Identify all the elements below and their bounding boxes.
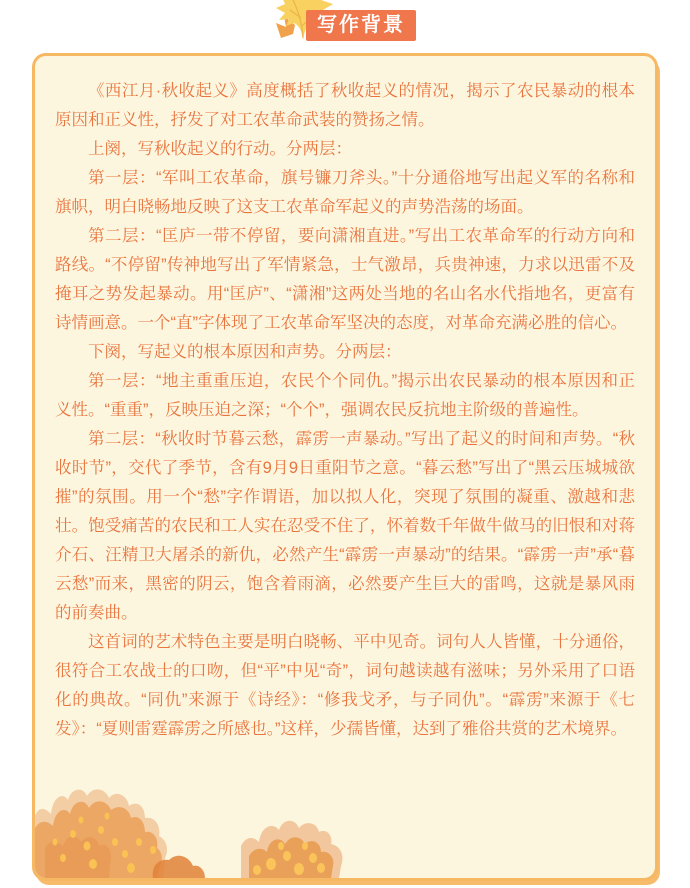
section-title: 写作背景 [317,14,405,36]
paragraph-upper-layer1: 第一层：“军叫工农革命，旗号镰刀斧头。”十分通俗地写出起义军的名称和旗帜，明白晓畅地反映了这支工农革命军起义的声势浩荡的场面。 [55,169,635,216]
article-body [35,56,655,744]
autumn-bushes-illustration [35,786,357,878]
paragraph-lower-layer1: 第一层：“地主重重压迫，农民个个同仇。”揭示出农民暴动的根本原因和正义性。“重重”，反映压迫之深；“个个”，强调农民反抗地主阶级的普遍性。 [55,372,635,419]
paragraph-intro: 《西江月·秋收起义》高度概括了秋收起义的情况，揭示了农民暴动的根本原因和正义性，抒发了对工农革命武装的赞扬之情。 [55,82,635,129]
paragraph-upper-layer2: 第二层：“匡庐一带不停留，要向潇湘直进。”写出工农革命军的行动方向和路线。“不停留”传神地写出了军情紧急，士气激昂，兵贵神速，力求以迅雷不及掩耳之势发起暴动。用“匡庐”、“潇湘”这两处当地的名山名水代指地名，更富有诗情画意。一个“直”字体现了工农革命军坚决的态度，对革命充满必胜的信心。 [55,227,635,332]
paragraph-upper-stanza: 上阕，写秋收起义的行动。分两层： [88,140,352,158]
content-box [32,53,658,881]
paragraph-art-features: 这首词的艺术特色主要是明白晓畅、平中见奇。词句人人皆懂，十分通俗，很符合工农战士的口吻，但“平”中见“奇”，词句越读越有滋味；另外采用了口语化的典故。“同仇”来源于《诗经》：“修我戈矛，与子同仇”。“霹雳”来源于《七发》：“夏则雷霆霹雳之所感也。”这样，少孺皆懂，达到了雅俗共赏的艺术境界。 [55,633,635,738]
section-title-badge [306,10,416,41]
paragraph-lower-stanza: 下阕，写起义的根本原因和声势。分两层： [88,343,402,361]
paragraph-lower-layer2: 第二层：“秋收时节暮云愁，霹雳一声暴动。”写出了起义的时间和声势。“秋收时节”，交代了季节，含有9月9日重阳节之意。“暮云愁”写出了“黑云压城城欲摧”的氛围。用一个“愁”字作谓语，加以拟人化，突现了氛围的凝重、激越和悲壮。饱受痛苦的农民和工人实在忍受不住了，怀着数千年做牛做马的旧恨和对蒋介石、汪精卫大屠杀的新仇，必然产生“霹雳一声暴动”的结果。“霹雳一声”承“暮云愁”而来，黑密的阴云，饱含着雨滴，必然要产生巨大的雷鸣，这就是暴风雨的前奏曲。 [55,430,635,622]
